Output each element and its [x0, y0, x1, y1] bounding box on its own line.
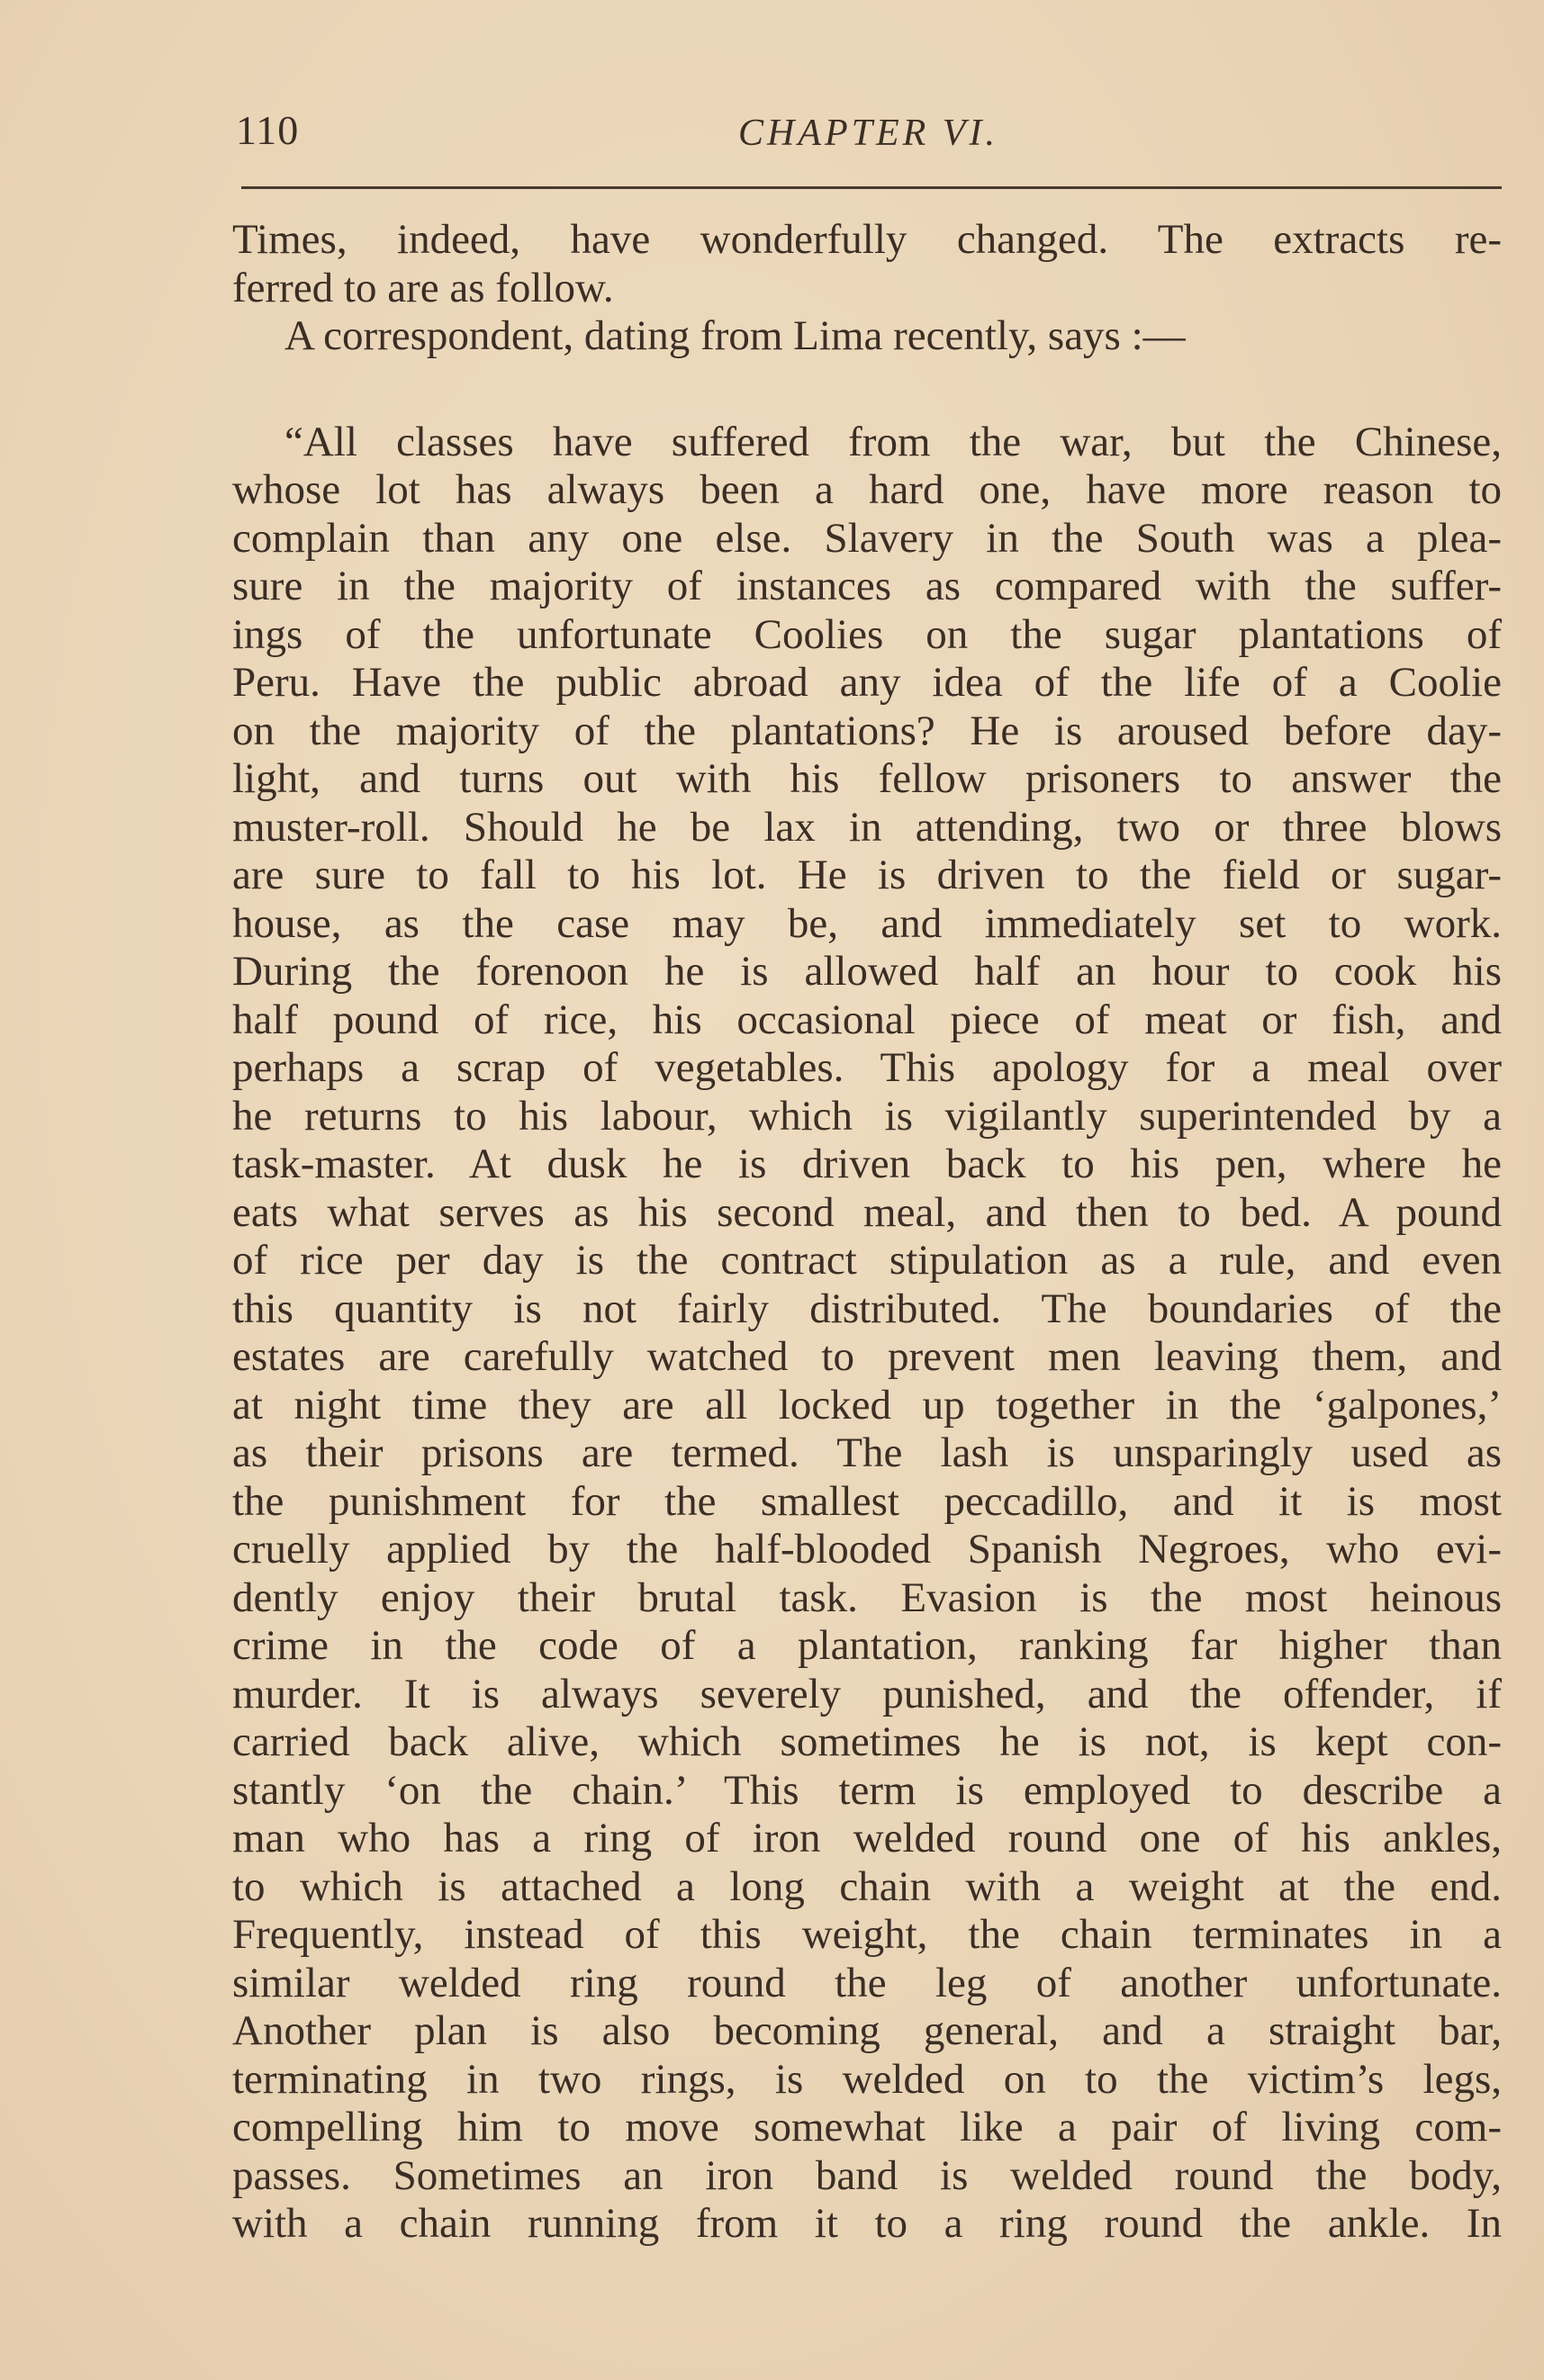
quoted-passage [232, 419, 1502, 2249]
text-line: house, as the case may be, and immediately set to work. [232, 899, 1502, 947]
text-line: ings of the unfortunate Coolies on the sugar plantations of [232, 610, 1502, 658]
text-line: “All classes have suffered from the war, but the Chinese, [284, 418, 1502, 465]
text-line: he returns to his labour, which is vigilantly superintended by a [232, 1092, 1502, 1140]
text-line: passes. Sometimes an iron band is welded round the body, [232, 2151, 1502, 2199]
text-line: task-master. At dusk he is driven back to his pen, where he [232, 1140, 1502, 1187]
text-line: dently enjoy their brutal task. Evasion is the most heinous [232, 1573, 1502, 1621]
page-header [236, 106, 1501, 169]
text-line: During the forenoon he is allowed half an hour to cook his [232, 948, 1502, 995]
text-line: estates are carefully watched to prevent men leaving them, and [232, 1333, 1502, 1380]
text-line: cruelly applied by the half-blooded Spanish Negroes, who evi- [232, 1526, 1502, 1573]
text-line: ferred to are as follow. [232, 264, 614, 311]
text-line: with a chain running from it to a ring round the ankle. In [232, 2200, 1502, 2247]
text-line: stantly ‘on the chain.’ This term is employed to describe a [232, 1766, 1502, 1814]
text-line: at night time they are all locked up together in the ‘galpones,’ [232, 1381, 1502, 1429]
paragraph-gap [232, 361, 1502, 419]
text-line: Times, indeed, have wonderfully changed. The extracts re- [232, 216, 1502, 263]
text-line: Another plan is also becoming general, and a straight bar, [232, 2007, 1502, 2054]
text-line: murder. It is always severely punished, and the offender, if [232, 1670, 1502, 1717]
text-line: Peru. Have the public abroad any idea of the life of a Coolie [232, 659, 1502, 706]
text-line: sure in the majority of instances as compared with the suffer- [232, 563, 1502, 609]
text-line: of rice per day is the contract stipulation as a rule, and even [232, 1237, 1502, 1284]
text-line: terminating in two rings, is welded on to the victim’s legs, [232, 2055, 1502, 2103]
text-line: the punishment for the smallest peccadillo, and it is most [232, 1477, 1502, 1525]
text-line: whose lot has always been a hard one, have more reason to [232, 466, 1502, 513]
text-line: light, and turns out with his fellow prisoners to answer the [232, 755, 1502, 802]
text-line: compelling him to move somewhat like a pair of living com- [232, 2104, 1502, 2150]
header-rule [241, 186, 1502, 189]
text-line: muster-roll. Should he be lax in attending, two or three blows [232, 803, 1502, 851]
text-line: complain than any one else. Slavery in the South was a plea- [232, 514, 1502, 562]
text-line: this quantity is not fairly distributed. The boundaries of the [232, 1285, 1502, 1332]
text-line: similar welded ring round the leg of another unfortunate. [232, 1959, 1502, 2006]
text-line: man who has a ring of iron welded round one of his ankles, [232, 1815, 1502, 1862]
text-line: as their prisons are termed. The lash is unsparingly used as [232, 1429, 1502, 1476]
text-line: crime in the code of a plantation, ranking far higher than [232, 1622, 1502, 1669]
text-line: eats what serves as his second meal, and then to bed. A pound [232, 1188, 1502, 1236]
page-number: 110 [236, 107, 300, 153]
text-line: are sure to fall to his lot. He is driven to the field or sugar- [232, 852, 1502, 898]
text-line: carried back alive, which sometimes he is not, is kept con- [232, 1718, 1502, 1765]
text-line: Frequently, instead of this weight, the chain terminates in a [232, 1911, 1502, 1958]
running-head: CHAPTER VI. [738, 113, 998, 154]
text-line: on the majority of the plantations? He is aroused before day- [232, 707, 1502, 754]
text-line: perhaps a scrap of vegetables. This apology for a meal over [232, 1044, 1502, 1091]
text-line: to which is attached a long chain with a weight at the end. [232, 1862, 1502, 1910]
page-body [232, 216, 1502, 2249]
text-line: half pound of rice, his occasional piece of meat or fish, and [232, 996, 1502, 1043]
text-line: A correspondent, dating from Lima recently, says :— [284, 312, 1186, 359]
